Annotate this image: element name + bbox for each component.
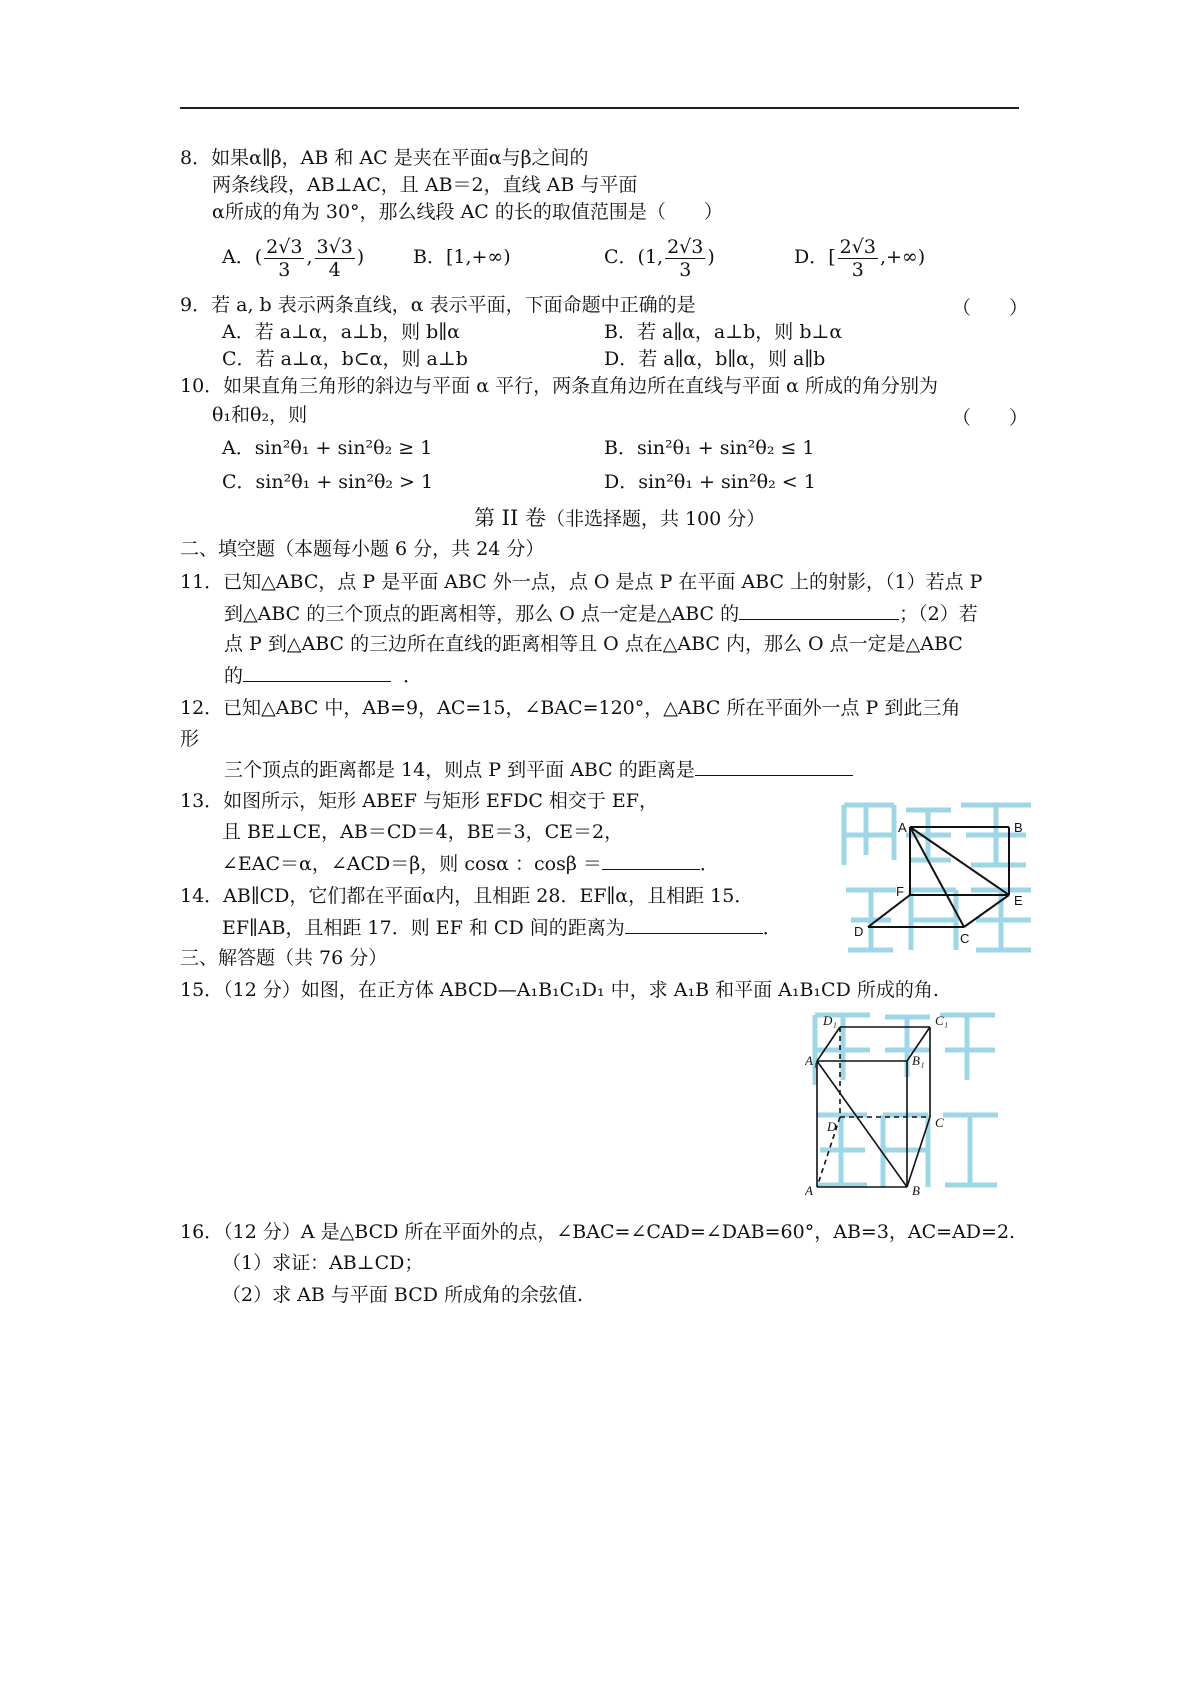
label-b1: B₁ bbox=[912, 1053, 925, 1068]
label-b: B bbox=[1014, 820, 1023, 835]
q10-line1: 10．如果直角三角形的斜边与平面 α 平行，两条直角边所在直线与平面 α 所成的角分别为 bbox=[180, 375, 938, 397]
q10-option-d: D．sin²θ₁ + sin²θ₂ < 1 bbox=[604, 471, 816, 493]
q8-option-d: D．[ $\frac{2√3}{3}$ ,+∞) bbox=[794, 235, 926, 281]
q9-option-b: B．若 a∥α，a⊥b，则 b⊥α bbox=[604, 321, 843, 343]
fraction: $\frac{2√3}{3}$ bbox=[839, 235, 876, 281]
label-d: D bbox=[827, 1119, 837, 1134]
section-answer-heading: 三、解答题（共 76 分） bbox=[180, 947, 388, 969]
q11-line4-text: 的 bbox=[224, 665, 244, 687]
q8-option-b: B．[1,+∞) bbox=[413, 246, 511, 268]
q15-cube-figure bbox=[805, 1005, 1005, 1197]
q9-option-c: C．若 a⊥α，b⊂α，则 a⊥b bbox=[222, 348, 468, 370]
q12-line3-text: 三个顶点的距离都是 14，则点 P 到平面 ABC 的距离是 bbox=[224, 759, 695, 781]
q16-line2: （1）求证：AB⊥CD； bbox=[222, 1252, 424, 1274]
q11-line1: 11．已知△ABC，点 P 是平面 ABC 外一点，点 O 是点 P 在平面 ABC 上的射影，（1）若点 P bbox=[180, 571, 983, 593]
q11-line2-tail: ；（2）若 bbox=[899, 603, 978, 625]
label-a: A bbox=[898, 820, 907, 835]
q11-line4 bbox=[224, 663, 422, 688]
q16-line1: 16．（12 分）A 是△BCD 所在平面外的点，∠BAC=∠CAD=∠DAB=60°，AB=3，AC=AD=2. bbox=[180, 1221, 1016, 1243]
header-rule bbox=[180, 107, 1019, 109]
q10-answer-paren: （ ） bbox=[952, 407, 1029, 429]
label-e: E bbox=[1014, 893, 1023, 908]
q9-stem: 9．若 a, b 表示两条直线，α 表示平面，下面命题中正确的是 bbox=[180, 294, 696, 316]
q13-answer-blank[interactable] bbox=[602, 851, 700, 870]
q8-option-a: A．( $\frac{2√3}{3}$ , $\frac{3√3}{4}$ ) bbox=[222, 235, 365, 281]
q12-line1: 12．已知△ABC 中，AB=9，AC=15，∠BAC=120°，△ABC 所在平面外一点 P 到此三角 bbox=[180, 697, 961, 719]
q8-line2: 两条线段，AB⊥AC，且 AB＝2，直线 AB 与平面 bbox=[212, 174, 638, 196]
fraction: $\frac{2√3}{3}$ bbox=[266, 235, 303, 281]
q14-line2-tail: ． bbox=[762, 917, 782, 939]
q8-option-c: C．(1, $\frac{2√3}{3}$ ) bbox=[604, 235, 715, 281]
q11-line3: 点 P 到△ABC 的三边所在直线的距离相等且 O 点在△ABC 内，那么 O 点一定是△ABC bbox=[224, 633, 963, 655]
part-ii-heading: 第 II 卷 bbox=[474, 506, 546, 530]
q9-answer-paren: （ ） bbox=[952, 297, 1029, 319]
q15-line1: 15．（12 分）如图，在正方体 ABCD—A₁B₁C₁D₁ 中，求 A₁B 和平面 A₁B₁CD 所成的角. bbox=[180, 979, 939, 1001]
part-ii-subtitle: （非选择题，共 100 分） bbox=[545, 508, 766, 530]
q13-line3 bbox=[222, 851, 719, 876]
q10-line2: θ₁和θ₂，则 bbox=[212, 404, 308, 426]
q10-option-c: C．sin²θ₁ + sin²θ₂ > 1 bbox=[222, 471, 434, 493]
label-d: D bbox=[854, 924, 864, 939]
q12-line2: 形 bbox=[180, 728, 200, 750]
q13-line2: 且 BE⊥CE，AB＝CD＝4，BE＝3，CE＝2， bbox=[222, 821, 624, 843]
label-a1: A₁ bbox=[805, 1053, 818, 1068]
q11-line2 bbox=[224, 601, 978, 626]
label-c1: C₁ bbox=[935, 1013, 949, 1028]
label-a: A bbox=[805, 1183, 813, 1197]
q12-line3 bbox=[224, 757, 853, 782]
q12-answer-blank[interactable] bbox=[695, 757, 853, 776]
q11-line2-text: 到△ABC 的三个顶点的距离相等，那么 O 点一定是△ABC 的 bbox=[224, 603, 740, 625]
q14-line2 bbox=[222, 915, 782, 940]
q13-line3-tail: ． bbox=[699, 853, 719, 875]
q11-answer-blank-2[interactable] bbox=[243, 663, 391, 682]
label-f: F bbox=[896, 884, 904, 899]
label-b: B bbox=[912, 1183, 920, 1197]
q8-option-a-label: A． bbox=[222, 246, 255, 268]
q10-option-b: B．sin²θ₁ + sin²θ₂ ≤ 1 bbox=[604, 437, 815, 459]
q8-line3: α所成的角为 30°，那么线段 AC 的长的取值范围是（ ） bbox=[212, 201, 723, 223]
q8-option-d-label: D． bbox=[794, 246, 829, 268]
q14-line2-text: EF∥AB，且相距 17．则 EF 和 CD 间的距离为 bbox=[222, 917, 625, 939]
label-c: C bbox=[960, 931, 970, 946]
q11-answer-blank-1[interactable] bbox=[739, 601, 899, 620]
q13-line3-text: ∠EAC＝α，∠ACD＝β，则 cosα ：cosβ ＝ bbox=[222, 853, 602, 875]
fraction: $\frac{3√3}{4}$ bbox=[316, 235, 353, 281]
part-ii-title bbox=[474, 502, 765, 532]
q14-answer-blank[interactable] bbox=[625, 915, 763, 934]
q8-option-c-label: C． bbox=[604, 246, 638, 268]
fraction: $\frac{2√3}{3}$ bbox=[667, 235, 704, 281]
q13-figure bbox=[836, 795, 1041, 955]
q16-line3: （2）求 AB 与平面 BCD 所成角的余弦值. bbox=[222, 1284, 584, 1306]
label-d1: D₁ bbox=[823, 1013, 837, 1028]
label-c: C bbox=[935, 1115, 944, 1130]
q13-line1: 13．如图所示，矩形 ABEF 与矩形 EFDC 相交于 EF， bbox=[180, 790, 658, 812]
section-fill-in-heading: 二、填空题（本题每小题 6 分，共 24 分） bbox=[180, 538, 545, 560]
q9-option-d: D．若 a∥α，b∥α，则 a∥b bbox=[604, 348, 826, 370]
q11-line4-tail: ． bbox=[403, 665, 423, 687]
q10-option-a: A．sin²θ₁ + sin²θ₂ ≥ 1 bbox=[222, 437, 433, 459]
q9-option-a: A．若 a⊥α，a⊥b，则 b∥α bbox=[222, 321, 460, 343]
q14-line1: 14．AB∥CD，它们都在平面α内，且相距 28．EF∥α，且相距 15． bbox=[180, 885, 754, 907]
q8-line1: 8．如果α∥β，AB 和 AC 是夹在平面α与β之间的 bbox=[180, 147, 589, 169]
